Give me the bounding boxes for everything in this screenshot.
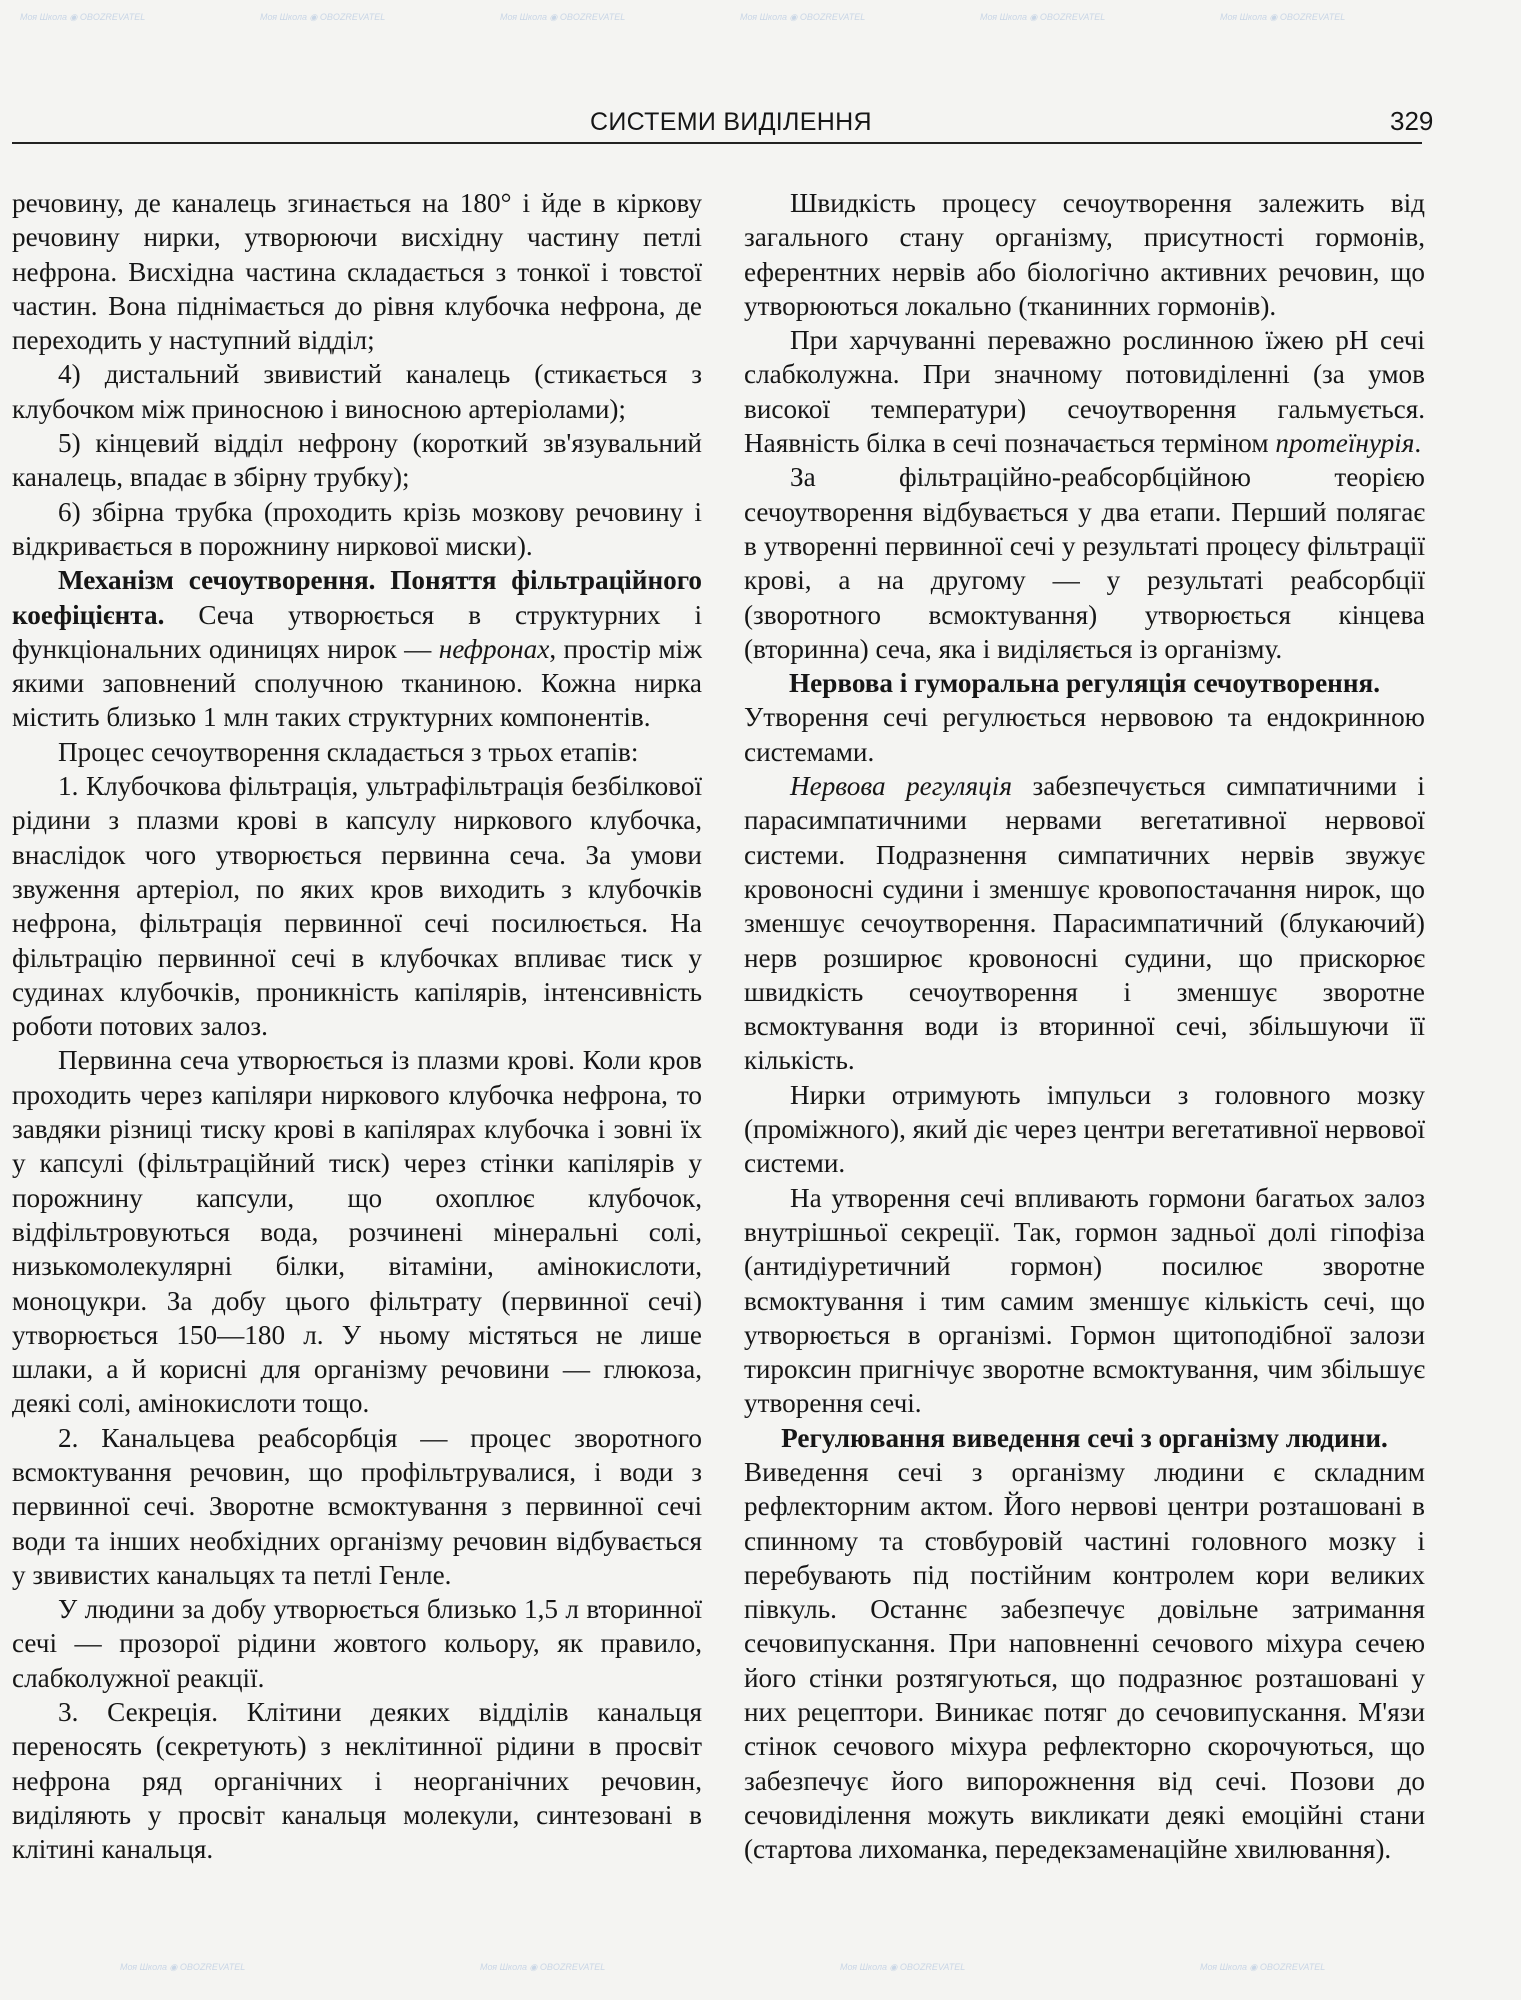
watermark: Моя Школа ◉ OBOZREVATEL <box>1200 1962 1326 1972</box>
paragraph: При харчуванні переважно рослинною їжею pH сечі слабколужна. При значному потовиділенні (за умов високої температури) сечоутворення гальмується. Наявність білка в сечі позначається терміном протеїнурія. <box>744 325 1425 459</box>
section-heading: Регулювання виведення сечі з організму людини. <box>781 1422 1388 1453</box>
paragraph: У людини за добу утворюється близько 1,5 л вторинної сечі — прозорої рідини жовтого кольору, як правило, слабколужної реакції. <box>12 1594 702 1693</box>
list-item: 5) кінцевий відділ нефрону (короткий зв'язувальний каналець, впадає в збірну трубку); <box>12 428 702 493</box>
watermark: Моя Школа ◉ OBOZREVATEL <box>740 12 866 22</box>
watermark: Моя Школа ◉ OBOZREVATEL <box>120 1962 246 1972</box>
watermark: Моя Школа ◉ OBOZREVATEL <box>980 12 1106 22</box>
paragraph: Нирки отримують імпульси з головного мозку (проміжного), який діє через центри вегетативної нервової системи. <box>744 1079 1425 1179</box>
watermark: Моя Школа ◉ OBOZREVATEL <box>500 12 626 22</box>
watermark: Моя Школа ◉ OBOZREVATEL <box>1220 12 1346 22</box>
paragraph: Швидкість процесу сечоутворення залежить від загального стану організму, присутності гормонів, еферентних нервів або біологічно активних речовин, що утворюються локально (тканинних гормонів). <box>744 188 1425 321</box>
paragraph: Процес сечоутворення складається з трьох етапів: <box>58 736 639 767</box>
paragraph: Виведення сечі з організму людини є складним рефлекторним актом. Його нервові центри розташовані в спинному та стовбуровій частині головного мозку і перебувають під постійним контролем кори великих півкуль. Останнє забезпечує довільне затримання сечовипускання. При наповненні сечового міхура сечею його стінки розтягуються, що подразнює розташовані у них рецептори. Виникає потяг до сечовипускання. М'язи стінок сечового міхура рефлекторно скорочуються, що забезпечує його випорожнення від сечі. Позови до сечовиділення можуть викликати деякі емоційні стани (стартова лихоманка, передекзаменаційне хвилювання). <box>744 1456 1425 1865</box>
page-number: 329 <box>1390 106 1434 136</box>
right-column <box>744 186 1425 1867</box>
paragraph: За фільтраційно-реабсорбційною теорією сечоутворення відбувається у два етапи. Перший полягає в утворенні первинної сечі у результаті процесу фільтрації крові, а на другому — у результаті реабсорбції (зворотного всмоктування) утворюється кінцева (вторинна) сеча, яка і виділяється із організму. <box>744 462 1425 664</box>
emphasis-term: нефронах <box>438 633 550 664</box>
paragraph: Нервова регуляція забезпечується симпатичними і парасимпатичними нервами вегетативної нервової системи. Подразнення симпатичних нервів звужує кровоносні судини і зменшує кровопостачання нирок, що зменшує сечоутворення. Парасимпатичний (блукаючий) нерв розширює кровоносні судини, що прискорює швидкість сечоутворення і зменшує зворотне всмоктування води із вторинної сечі, збільшуючи її кількість. <box>744 771 1425 1076</box>
emphasis-term: Нервова регуляція <box>790 771 1012 802</box>
watermark: Моя Школа ◉ OBOZREVATEL <box>480 1962 606 1972</box>
list-item: 6) збірна трубка (проходить крізь мозкову речовину і відкривається в порожнину ниркової миски). <box>12 496 702 561</box>
paragraph: Первинна сеча утворюється із плазми крові. Коли кров проходить через капіляри ниркового клубочка нефрона, то завдяки різниці тиску крові в капілярах клубочка і зовні їх у капсулі (фільтраційний тиск) через стінки капілярів у порожнину капсули, що охоплює клубочок, відфільтровуються вода, розчинені мінеральні солі, низькомолекулярні білки, вітаміни, амінокислоти, моноцукри. За добу цього фільтрату (первинної сечі) утворюється 150—180 л. У ньому містяться не лише шлаки, а й корисні для організму речовини — глюкоза, деякі солі, амінокислоти тощо. <box>12 1045 702 1419</box>
paragraph: 1. Клубочкова фільтрація, ультрафільтрація безбілкової рідини з плазми крові в капсулу ниркового клубочка, внаслідок чого утворюється первинна сеча. За умови звуження артеріол, по яких кров виходить з клубочків нефрона, фільтрація первинної сечі посилюється. На фільтрацію первинної сечі в клубочках впливає тиск у судинах клубочків, проникність капілярів, інтенсивність роботи потових залоз. <box>12 771 702 1042</box>
paragraph: речовину, де каналець згинається на 180° і йде в кіркову речовину нирки, утворюючи висхідну частину петлі нефрона. Висхідна частина складається з тонкої і товстої частин. Вона піднімається до рівня клубочка нефрона, де переходить у наступний відділ; <box>12 188 702 356</box>
paragraph: На утворення сечі впливають гормони багатьох залоз внутрішньої секреції. Так, гормон задньої долі гіпофіза (антидіуретичний гормон) посилює зворотне всмоктування і тим самим зменшує кількість сечі, що утворюється в організмі. Гормон щитоподібної залози тироксин пригнічує зворотне всмоктування, чим збільшує утворення сечі. <box>744 1182 1425 1419</box>
running-title: СИСТЕМИ ВИДІЛЕННЯ <box>590 108 872 136</box>
paragraph: 2. Канальцева реабсорбція — процес зворотного всмоктування речовин, що профільтрувалися, і води з первинної сечі. Зворотне всмоктування з первинної сечі води та інших необхідних організму речовин відбувається у звивистих канальцях та петлі Генле. <box>12 1422 702 1590</box>
paragraph: Утворення сечі регулюється нервовою та ендокринною системами. <box>744 702 1425 767</box>
list-item: 4) дистальний звивистий каналець (стикається з клубочком між приносною і виносною артеріолами); <box>12 359 702 424</box>
emphasis-term: протеїнурія <box>1275 428 1415 459</box>
paragraph: 3. Секреція. Клітини деяких відділів канальця переносять (секретують) з неклітинної рідини в просвіт нефрона ряд органічних і неорганічних речовин, виділяють у просвіт канальця молекули, синтезовані в клітині канальця. <box>12 1697 702 1865</box>
page-header <box>12 100 1434 144</box>
watermark: Моя Школа ◉ OBOZREVATEL <box>20 12 146 22</box>
left-column <box>12 186 702 1867</box>
paragraph: Механізм сечоутворення. Поняття фільтраційного коефіцієнта. Сеча утворюється в структурних і функціональних одиницях нирок — нефронах, простір між якими заповнений сполучною тканиною. Кожна нирка містить близько 1 млн таких структурних компонентів. <box>12 565 703 733</box>
section-heading: Нервова і гуморальна регуляція сечоутворення. <box>788 668 1381 699</box>
section-heading: Механізм сечоутворення. Поняття фільтраційного коефіцієнта. <box>12 565 702 630</box>
watermark: Моя Школа ◉ OBOZREVATEL <box>840 1962 966 1972</box>
watermark: Моя Школа ◉ OBOZREVATEL <box>260 12 386 22</box>
